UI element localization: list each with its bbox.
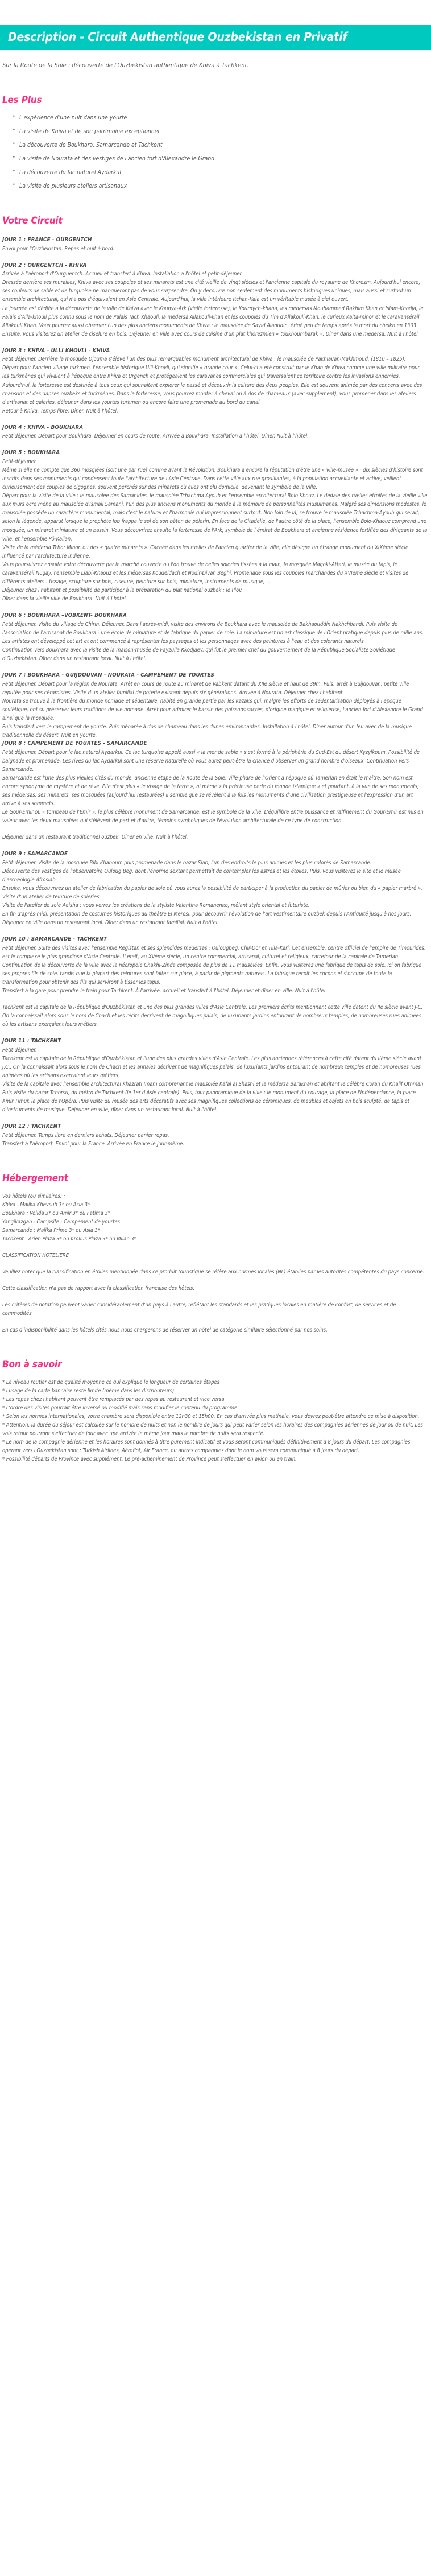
section-heading-votre-circuit: Votre Circuit (2, 215, 63, 227)
list-item: • La découverte du lac naturel Aydarkul (19, 168, 428, 177)
day-paragraph: Ensuite, vous découvrirez un atelier de fabrication du papier de soie où vous aurez la possibilité de participer à la production du papier de mûrier ou bien du « papier marbré ». Visite d'un atelier de teinture de soieries. (2, 885, 422, 900)
hotel-line: Samarcande : Malika Prime 3* ou Asia 3* (2, 1227, 101, 1234)
day-block-10 (2, 935, 428, 1029)
list-item: * Les repas chez l'habitant peuvent être remplacés par des repas au restaurant et vice versa (2, 1396, 225, 1403)
day-title: JOUR 2 : OURGENTCH - KHIVA (2, 262, 87, 269)
classification-note-local: Les critères de notation peuvent varier considérablement d'un pays à l'autre, reflétant les standards et les pratiques locales en matière de confort, de services et de commodités. (2, 1302, 396, 1317)
day-paragraph: Petit déjeuner. Départ pour le lac naturel Aydarkul. Ce lac turquoise appelé aussi « la mer de sable » s'est formé à la périphérie du Sud-Est du désert Kyzylkoum. Possibilité de baignade et promenade. Les rives du lac Aydarkul sont une réserve naturelle où vous aurez peut-être la chance d'observer un grand nombre d'oiseaux. Continuation vers Samarcande. (2, 749, 420, 773)
day-paragraph: Tachkent est la capitale de la République d'Ouzbékistan et une des plus grandes villes d'Asie Centrale. Les premiers écrits mentionnant cette ville datent du IIe siècle avant J-C. On la connaissait alors sous le nom de Chach et les récits décrivent de magnifiques palais, de luxuriants jardins entourant de nombreux temples, de nombreuses rues animées où les artisans exerçaient leurs métiers. (2, 1004, 423, 1028)
section-heading-hebergement: Hébergement (2, 1173, 68, 1185)
list-item: • L'expérience d'une nuit dans une yourte (19, 114, 428, 122)
day-paragraph: Retour à Khiva. Temps libre. Dîner. Nuit à l'hôtel. (2, 407, 118, 414)
list-item: • La visite de plusieurs ateliers artisanaux (19, 182, 428, 191)
classification-text: Veuillez noter que la classification en étoiles mentionnée dans ce produit touristique se réfère aux normes locales (NL) établies par les autorités compétentes du pays concerné. (2, 1269, 425, 1276)
day-block-12 (2, 1123, 428, 1148)
section-heading-les-plus: Les Plus (2, 94, 42, 106)
list-item: * Le nom de la compagnie aérienne et les horaires sont donnés à titre purement indicatif et vous seront communiqués définitivement à 8 jours du départ. Les compagnies opérant vers l'Ouzbekistan sont : Turkish Airlines, Aéroflot, Air France, ou autres compagnies dont le nom vous sera communiqué à 8 jours du départ. (2, 1439, 411, 1454)
day-paragraph: Visite de la médersa Tchor Minor, ou des « quatre minarets ». Cachée dans les ruelles de l'ancien quartier de la ville, elle désigne un étrange monument du XIXème siècle influencé par l'architecture indienne. (2, 544, 409, 559)
day-paragraph: Départ pour la visite de la ville : le mausolée des Samanides, le mausolée Tchachma Ayoub et l'ensemble architectural Bolo Khouz. Le dédale des ruelles étroites de la vieille ville aux murs ocre mène au mausolée d'Ismail Samani, l'un des plus anciens monuments du monde à la mémoire de personnalités musulmanes. Malgré ses dimensions modestes, le mausolée possède un caractère monumental, mais c'est le naturel et l'harmonie qui impressionnent surtout. Non loin de là, se trouve le mausolée Tchachma-Ayoub qui serait, selon la légende, apparut lorsque le prophète Job frappa le sol de son bâton de pèlerin. En face de la Citadelle, de l'autre côté de la place, l'ensemble Bolo-Khaouz comprend une mosquée, un minaret miniature et un bassin. Vous découvrirez ensuite la forteresse de l'Ark, symbole de l'émirat de Boukhara et ancienne résidence fortifiée des dirigeants de la ville, et l'ensemble Pö-Kalian, (2, 493, 428, 542)
day-paragraph: Déjeuner en ville dans un restaurant local. Dîner dans un restaurant familial. Nuit à l'hôtel. (2, 920, 219, 926)
day-paragraph: Continuation vers Boukhara avec la visite de la maison-musée de Fayzulla Kkodjaev, qui fut le premier chef du gouvernement de la République Socialiste Soviétique d'Ouzbekistan. Dîner dans un restaurant local. Nuit à l'hôtel. (2, 646, 396, 662)
day-paragraph: Le Gour-Emir ou « tombeau de l'Emir », le plus célèbre monument de Samarcande, est le symbole de la ville. L'équilibre entre puissance et raffinement du Gour-Emir est mis en valeur avec les deux mausolées qui s'élèvent de part et d'autre, témoins symboliques de l'évolution architecturale de ce type de construction. (2, 809, 424, 824)
list-item: * Lusage de la carte bancaire reste limité (même dans les distributeurs) (2, 1388, 175, 1395)
hebergement-intro: Vos hôtels (ou similaires) : (2, 1193, 65, 1200)
day-paragraph: Transfert à l'aéroport. Envol pour la France. Arrivée en France le jour-même. (2, 1140, 185, 1147)
day-paragraph: La journée est dédiée à la découverte de la ville de Khiva avec le Kounya-Ark (vielle forteresse), le Kournych-khana, les médersas Mouhammed Rakhim Khan et Islam-Khodja, le Palais d'Alla-khouli plus connu sous le nom de Palais Tach Khaouli, la medersa Allakouli-khan et les coupoles du Tim d'Allakouli-Khan, le curieux Kalta-minor et le caravansérail Allakouli Khan. Vous pourrez aussi observer l'un des plus anciens monuments de Khiva : le mausolée de Sayid Alaoudin, érigé peu de temps après la mort du cheikh en 1303. Ensuite, vous visiterez un atelier de ciselure en bois. Déjeuner en ville avec cours de cuisine d'un plat khorezmien « toukhoumbarak ». Dîner dans une medersa. Nuit à l'hôtel. (2, 305, 424, 337)
list-item: * L'ordre des visites pourrait être inversé ou modifié mais sans modifier le contenu du programme (2, 1405, 238, 1412)
day-paragraph: Déjeuner dans un restaurant traditionnel ouzbek. Dîner en ville. Nuit à l'hôtel. (2, 834, 188, 840)
section-heading-bon-a-savoir: Bon à savoir (2, 1359, 62, 1371)
day-title: JOUR 3 : KHIVA - ULLI KHOVLI - KHIVA (2, 347, 110, 354)
hotel-line: Yangikazgan : Campsite : Campement de yourtes (2, 1218, 121, 1225)
day-paragraph: Petit déjeuner. Temps libre en derniers achats. Déjeuner panier repas. (2, 1132, 169, 1139)
day-block-6 (2, 612, 428, 663)
day-paragraph: Petit déjeuner. (2, 1046, 37, 1053)
list-item: * Le niveau routier est de qualité moyenne ce qui explique le longueur de certaines étapes (2, 1379, 219, 1386)
day-paragraph: Petit déjeuner. Suite des visites avec l'ensemble Registan et ses splendides medersas : Oulougbeg, Chir-Dor et Tilla-Kari. Cet ensemble, centre officiel de l'empire de Timourides, est le complexe le plus grandiose d'Asie Centrale. Il était, au XVème siècle, un centre commercial, artisanal, culturel et religieux, carrefour de la capitale de Tamerlan. (2, 945, 426, 960)
day-paragraph: Dîner dans la vieille ville de Boukhara. Nuit à l'hôtel. (2, 595, 127, 602)
top-spacer (0, 0, 431, 25)
hotel-line: Tachkent : Arien Plaza 3* ou Krokus Plaza 3* ou Milan 3* (2, 1235, 136, 1242)
day-title: JOUR 12 : TACHKENT (2, 1123, 61, 1130)
classification-note-substitution: En cas d'indisponibilité dans les hôtels cités nous nous chargerons de réserver un hôtel de catégorie similaire sélectionné par nos soins. (2, 1327, 328, 1334)
list-item: • La visite de Khiva et de son patrimoine exceptionnel (19, 127, 428, 136)
classification-title: CLASSIFICATION HOTELIERE (2, 1252, 69, 1259)
day-title: JOUR 5 : BOUKHARA (2, 450, 60, 456)
day-paragraph: Visite de l'atelier de soie Aeisha : vous verrez les créations de la styliste Valentina Romanenko, mêlant style oriental et futuriste. (2, 902, 310, 909)
day-block-3 (2, 347, 428, 415)
day-paragraph: Vous poursuivrez ensuite votre découverte par le marché couverte où l'on trouve de belles soieries tissées à la main, la mosquée Magoki-Attari, le musée du tapis, le caravansérail Nugay, l'ensemble Liabi-Khaouz et les médersas Koudeldach et Nodir-Divan Beghi. Promenade sous les coupoles marchandes du XVIème siècle et visites de différents ateliers : tissage, sculpture sur bois, ciselure, peinture sur bois, miniature, instruments de musique, … (2, 561, 409, 585)
day-block-9 (2, 850, 428, 927)
hebergement-block (2, 1192, 428, 1335)
list-item: • La visite de Nourata et des vestiges de l'ancien fort d'Alexandre le Grand (19, 155, 428, 163)
day-paragraph: Même si elle ne compte que 360 mosqiées (soit une par rue) comme avant la Révolution, Boukhara a encore la réputation d'être une « ville-musée » : dix siècles d'histoire sont inscrits dans ses monuments qui condensent toute l'architecture de l'Asie Centrale. Dans cette ville aux rue grouillantes, à la population accueillante et active, veillent curieusement des couples de cigognes, souvent perchés sur des minarets où elles ont élu domicile, devenant le symbole de la ville. (2, 467, 423, 491)
day-paragraph: Petit-déjeuner. (2, 459, 38, 465)
day-title: JOUR 1 : FRANCE - OURGENTCH (2, 236, 92, 243)
day-title: JOUR 9 : SAMARCANDE (2, 851, 68, 858)
day-paragraph: Déjeuner chez l'habitant et possibilité de participer à la préparation du plat national ouzbek : le Plov. (2, 587, 243, 593)
hotel-line: Khiva : Malika Khevsuh 3* ou Asia 3* (2, 1201, 90, 1208)
day-paragraph: Départ pour l'ancien village turkmen, l'ensemble historique Ulli-Khovli, qui signifie « grande cour ». Celui-ci a été construit par le Khan de Khiva comme une ville militaire pour les turkmènes qui vivaient à l'époque entre Khiva et Urgench et protégeaient les caravanes commerciales qui traversaient ce territoire contre les invasions ennemies. Aujourd'hui, la forteresse est destinée à tous ceux qui souhaitent explorer le passé et découvrir la culture des deux peuples. Elle est souvent animée par des concerts avec des chansons et des danses ouzbeks et turkmènes. Dans la forteresse, vous pourrez monter à cheval ou à dos de chameaux (avec supplément), vous promener dans les ateliers d'artisanat et galeries, déjeuner dans les yourtes turkmen ou encore faire une promenade au bord du canal. (2, 365, 422, 406)
bon-a-savoir-list (2, 1378, 428, 1464)
day-block-11 (2, 1037, 428, 1114)
day-paragraph: Visite de la capitale avec l'ensemble architectural Khazrati Imam comprenant le mausolée Kafal al Shashi et la médersa Barakhan et abritant le célèbre Coran du Khalif Othman. Puis visite du bazar Tchorsu, du métro de Tachkent (le 1er d'Asie centrale). Puis, tour panoramique de la ville : le monument du courage, la place de l'Indépendance, la place Amir Timur, la place de l'Opéra. Puis visite du musée des arts décoratifs avec ses magnifiques collections de céramiques, de meubles et objets en bois sculpté, de tapis et d'instruments de musique. Déjeuner en ville, dîner dans un restaurant local. Nuit à l'hôtel. (2, 1081, 425, 1114)
day-block-8 (2, 740, 428, 842)
day-paragraph: Petit déjeuner. Visite du village de Chirin. Déjeuner. Dans l'après-midi, visite des environs de Boukhara avec le mausolée de Bakhaouddin Nakhchbandi. Puis visite de l'association de l'artisanat de Boukhara : une école de miniature et de fabrique du papier de soie. La miniature est un art classique de l'Orient pratiqué depuis plus de mille ans. Les artistes ont développé cet art et ont commencé à représenter les paysages et les personnages avec des peintures à l'eau et des colorants naturels. (2, 621, 424, 645)
day-block-1 (2, 236, 428, 253)
day-title: JOUR 11 : TACHKENT (2, 1038, 61, 1045)
day-paragraph: Puis transfert vers le campement de yourte. Puis méharée à dos de chameau dans les dunes environnantes. Installation à l'hôtel. Dîner autour d'un feu avec de la musique traditionnelle du désert. Nuit en yourte. (2, 723, 412, 739)
day-paragraph: Nourata se trouve à la frontière du monde nomade et sédentaire, habité en grande partie par les Kazaks qui, malgré les efforts de sédentarisation déployés à l'époque soviétique, ont su préserver leurs traditions de vie nomade. Arrêt pour admirer le bassin des poissons sacrés, d'origine magique et religieuse, l'ancien fort d'Alexandre le Grand ainsi que la mosquée. (2, 698, 423, 722)
page-title-banner: Description - Circuit Authentique Ouzbekistan en Privatif (0, 25, 431, 50)
day-block-7 (2, 671, 428, 740)
day-paragraph: Arrivée à l'aéroport d'Ourguentch. Accueil et transfert à Khiva. Installation à l'hôtel et petit-déjeuner. (2, 271, 243, 278)
day-paragraph: Découverte des vestiges de l'observatoire Ouloug Beg, dont l'énorme sextant permettait de contempler les astres et les étoiles. Puis, vous visiterez le site et le musée d'archéologie Afrosiab. (2, 868, 401, 883)
list-item: * Attention, la durée du séjour est calculée sur le nombre de nuits et non le nombre de jours qui peut varier selon les horaires des compagnies aériennes de jour ou de nuit. Les vols retour pourront s'effectuer de jour avec une arrivée le même jour mais le nombre de nuits sera respecté. (2, 1422, 423, 1437)
day-paragraph: En fin d'après-midi, présentation de costumes historiques au théâtre El Merosi, pour découvrir l'évolution de l'art vestimentaire ouzbek depuis l'Antiquité jusqu'à nos jours. (2, 910, 412, 917)
document-body (0, 60, 431, 1464)
day-paragraph: Envol pour l'Ouzbekistan. Repas et nuit à bord. (2, 245, 115, 252)
day-block-4 (2, 424, 428, 441)
list-item: • La découverte de Boukhara, Samarcande et Tachkent (19, 141, 428, 150)
day-title: JOUR 10 : SAMARCANDE - TACHKENT (2, 936, 107, 943)
day-block-5 (2, 449, 428, 603)
day-paragraph: Dressée derrière ses murailles, Khiva avec ses coupoles et ses minarets est une cité vieille de vingt siècles et l'ancienne capitale du royaume de Khorezm. Aujourd'hui encore, ses couleurs de sable et de turquoise ne manqueront pas de vous surprendre. On y découvre non seulement des monuments historiques uniques, mais aussi et surtout un ensemble architectural, qui n'a pas d'équivalent en Asie Centrale. Aujourd'hui, la ville intérieure Itchan-Kala est un véritable musée à ciel ouvert. (2, 279, 420, 303)
day-paragraph: Petit déjeuner. Départ pour Boukhara. Déjeuner en cours de route. Arrivée à Boukhara. Installation à l'hôtel. Dîner. Nuit à l'hôtel. (2, 433, 309, 440)
day-paragraph: Petit déjeuner. Départ pour la région de Nourata. Arrêt en cours de route au minaret de Vabkent datant du XIIe siècle et haut de 39m. Puis, arrêt à Guijdouvan, petite ville réputée pour ses céramistes. Visite d'un atelier familial de poterie existant depuis six générations. Arrivée à Nourata. Déjeuner chez l'habitant. (2, 681, 409, 696)
classification-note: Cette classification n'a pas de rapport avec la classification française des hôtels. (2, 1285, 194, 1292)
day-paragraph: Petit déjeuner. Derrière la mosquée Djouma s'élève l'un des plus remarquables monument architectural de Khiva : le mausolée de Pakhlavan-Makhmoud. (1810 – 1825). (2, 356, 406, 363)
day-block-2 (2, 262, 428, 339)
hotel-line: Boukhara : Volida 3* ou Amir 3* ou Fatima 3* (2, 1210, 110, 1217)
day-title: JOUR 6 : BOUKHARA –VOBKENT- BOUKHARA (2, 612, 127, 619)
list-item: * Possibilité départs de Province avec supplément. Le pré-acheminement de Province peut s'effectuer en avion ou en train. (2, 1456, 297, 1463)
les-plus-list (2, 114, 428, 191)
day-paragraph: Transfert à la gare pour prendre le train pour Tachkent. À l'arrivée, accueil et transfert à l'hôtel. Déjeuner et dîner en ville. Nuit à l'hôtel. (2, 988, 327, 994)
list-item: * Selon les normes internationales, votre chambre sera disponible entre 12h30 et 15h00. En cas d'arrivée plus matinale, vous devrez peut-être attendre ce mise à disposition. (2, 1413, 420, 1420)
day-paragraph: Tachkent est la capitale de la République d'Ouzbékistan et l'une des plus grandes villes d'Asie Centrale. Les plus anciennes références à cette cité datent du IIème siècle avant J.C.. On la connaissait alors sous le nom de Chach et les annales décrivent de magnifiques palais, de luxuriants jardins entourant de nombreux temples et de nombreuses rues animées où les artisans exerçaient leurs métiers. (2, 1055, 422, 1079)
day-title: JOUR 8 : CAMPEMENT DE YOURTES - SAMARCANDE (2, 740, 147, 747)
day-title: JOUR 7 : BOUKHARA - GUIJDOUVAN - NOURATA - CAMPEMENT DE YOURTES (2, 671, 214, 678)
day-paragraph: Petit déjeuner. Visite de la mosquée Bibi Khanoum puis promenade dans le bazar Siab, l'un des endroits le plus animés et les plus colorés de Samarcande. (2, 859, 372, 866)
day-title: JOUR 4 : KHIVA - BOUKHARA (2, 424, 84, 431)
day-paragraph: Continuation de la découverte de la ville avec la nécropole Chakhi-Zinda composée de plus de 11 mausolées. Enfin, vous visiterez une fabrique de tapis de soie. Ici on fabrique ses propres fils de soie, tandis que la plupart des teintures sont faites sur place, à partir de pigments naturels. La fabrique reçoit les cocons et s'occupe de toute la transformation pour obtenir des fils qui serviront à tisser les tapis. (2, 962, 422, 986)
day-paragraph: Samarcande est l'une des plus vieilles cités du monde, ancienne étape de la Route de la Soie, ville-phare de l'Orient à l'époque où Tamerlan en était le maître. Son nom est encore synonyme de mystère et de rêve. Elle n'est plus « le visage de la terre », ni même « la précieuse perle du monde islamique » et pourtant, à la vue de ses monuments, ses médersas, ses minarets, ses mosquées (aujourd'hui restaurées) il semble que se révèlent à la fois les monuments d'une civilisation prestigieuse et l'expression d'un art arrivé à ses sommets. (2, 774, 419, 807)
intro-text: Sur la Route de la Soie : découverte de l'Ouzbekistan authentique de Khiva à Tachkent. (2, 61, 249, 69)
